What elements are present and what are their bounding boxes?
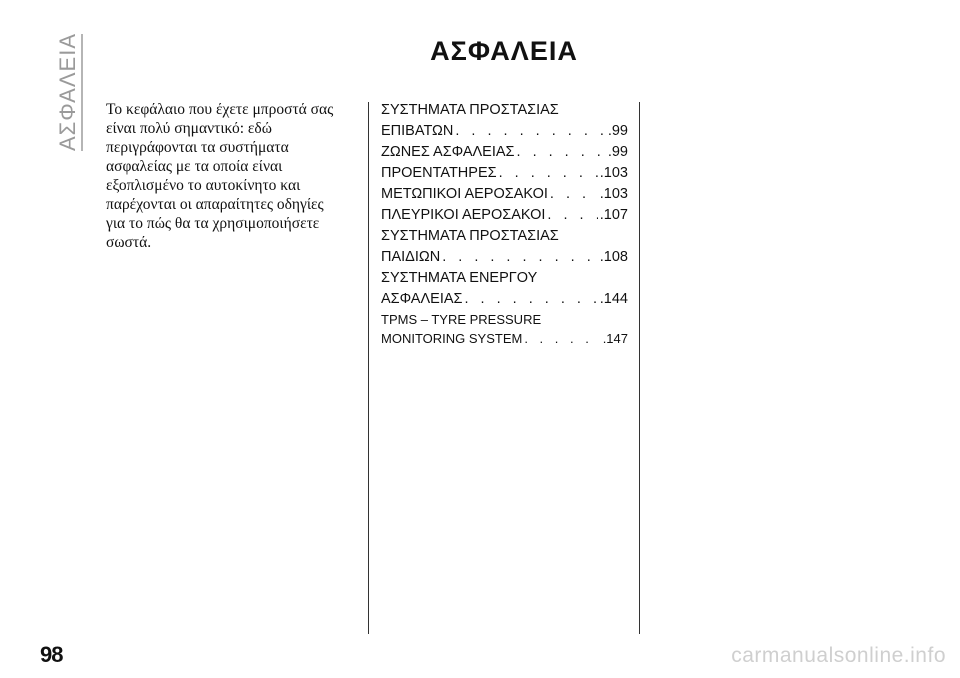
- toc-leader-dots: [499, 163, 598, 184]
- toc-leader-dots: [455, 121, 605, 142]
- toc-page-number: .147: [602, 331, 628, 346]
- toc-entry[interactable]: [381, 226, 628, 268]
- toc-entry-line1: ΣΥΣΤΗΜΑΤΑ ΕΝΕΡΓΟΥ: [381, 270, 538, 286]
- toc-page-number: .144: [599, 291, 628, 307]
- toc-leader-dots: [550, 184, 598, 205]
- toc-entry-title: ΖΩΝΕΣ ΑΣΦΑΛΕΙΑΣ: [381, 144, 515, 160]
- toc-leader-dots: [442, 247, 598, 268]
- toc-entry-title: ΠΛΕΥΡΙΚΟΙ ΑΕΡΟΣΑΚΟΙ: [381, 207, 546, 223]
- toc-entry-line1: TPMS – TYRE PRESSURE: [381, 312, 542, 327]
- toc-leader-dots: [524, 329, 600, 348]
- toc-entry-title: ΑΣΦΑΛΕΙΑΣ: [381, 291, 463, 307]
- toc-entry[interactable]: [381, 163, 628, 184]
- toc-entry[interactable]: [381, 142, 628, 163]
- toc-entry[interactable]: [381, 268, 628, 310]
- toc-page-number: .99: [607, 144, 628, 160]
- intro-paragraph: Το κεφάλαιο που έχετε μπροστά σας είναι πολύ σημαντικό: εδώ περιγράφονται τα συστήματα ασφαλείας με τα οποία είναι εξοπλισμένο το αυτοκίνητο και παρέχονται οι απαραίτητες οδηγίες για το πώς θα τα χρησιμοποιήσετε σωστά.: [106, 101, 334, 251]
- side-tab-rule: [81, 34, 83, 151]
- toc-entry-line1: ΣΥΣΤΗΜΑΤΑ ΠΡΟΣΤΑΣΙΑΣ: [381, 102, 559, 118]
- toc-entry[interactable]: [381, 310, 628, 348]
- watermark: carmanualsonline.info: [731, 644, 946, 667]
- toc-entry-line1: ΣΥΣΤΗΜΑΤΑ ΠΡΟΣΤΑΣΙΑΣ: [381, 228, 559, 244]
- page-title: ΑΣΦΑΛΕΙΑ: [430, 36, 578, 66]
- table-of-contents: [381, 100, 628, 348]
- toc-entry[interactable]: [381, 184, 628, 205]
- toc-entry-title: ΠΑΙΔΙΩΝ: [381, 249, 441, 265]
- toc-entry-title: MONITORING SYSTEM: [381, 331, 523, 346]
- toc-page-number: .103: [599, 165, 628, 181]
- toc-page-number: .107: [599, 207, 628, 223]
- toc-leader-dots: [547, 205, 597, 226]
- toc-entry[interactable]: [381, 100, 628, 142]
- toc-leader-dots: [517, 142, 606, 163]
- left-column-rule: [368, 102, 369, 634]
- toc-page-number: .103: [599, 186, 628, 202]
- toc-entry-title: ΕΠΙΒΑΤΩΝ: [381, 123, 454, 139]
- toc-leader-dots: [464, 289, 597, 310]
- section-side-tab: [56, 34, 80, 149]
- toc-page-number: .99: [607, 123, 628, 139]
- toc-entry-title: ΠΡΟΕΝΤΑΤΗΡΕΣ: [381, 165, 497, 181]
- right-column-rule: [639, 102, 640, 634]
- toc-entry[interactable]: [381, 205, 628, 226]
- page-number: 98: [40, 642, 63, 667]
- toc-page-number: .108: [599, 249, 628, 265]
- toc-entry-title: ΜΕΤΩΠΙΚΟΙ ΑΕΡΟΣΑΚΟΙ: [381, 186, 548, 202]
- section-side-tab-label: ΑΣΦΑΛΕΙΑ: [55, 32, 80, 151]
